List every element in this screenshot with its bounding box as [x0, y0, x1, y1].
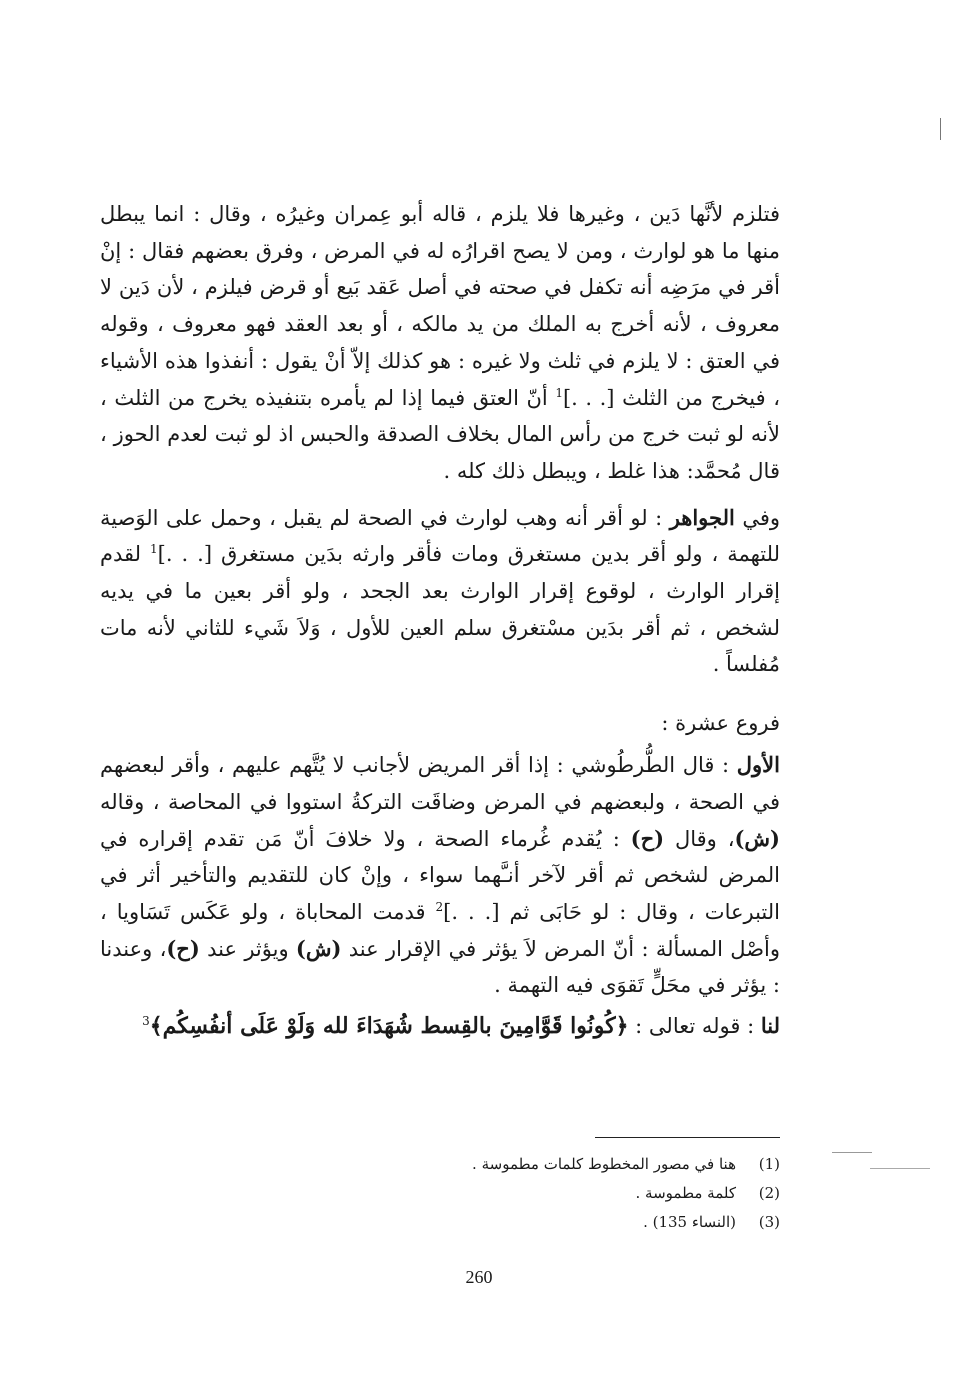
abbr-hanafi-2: (ح)	[166, 935, 200, 961]
scan-artifact	[832, 1152, 872, 1153]
paragraph-3-text: : قال الطُّرطُوشي : إذا أقر المريض لأجانب لا يُتَّهم عليهم ، وأقر لبعضهم في الصحة ، ولبعضهم في المرض وضاقَت التركةُ استووا في المحاصة ، وقاله	[100, 753, 780, 814]
lana-label: لنا	[760, 1013, 780, 1039]
abbr-shafii: (ش)	[734, 825, 780, 851]
footnote-3	[100, 1208, 780, 1237]
quran-verse: ﴿كُونُوا قَوَّامِينَ بالقِسط شُهَدَاءَ لله وَلَوْ عَلَى أنفُسِكُم﴾	[149, 1013, 629, 1040]
paragraph-3-mid: ، وقال	[664, 826, 735, 851]
paragraph-1-text: فتلزم لأنَّها دَين ، وغيرها فلا يلزم ، قاله أبو عِمران وغيرُه ، وقال : انما يبطل منها ما هو لوارث ، ومن لا يصح اقرارُه له في المرض ، وفرق بعضهم فقال : إنْ أقر في مرَضِه أنه تكفل في صحته في أصل عَقد بَيع أو قرض فيلزم ، لأن دَين لا معروف ، لأنه أخرج به الملك من يد مالكه ، أو بعد العقد فهو معروف ، وقوله في العتق : لا يلزم في ثلث ولا غيره : هو كذلك إلاّ أنْ يقول : أنفذوا هذه الأشياء ، فيخرج من الثلث [. . .]	[100, 202, 780, 410]
paragraph-3-text2: : يُقدم غُرماء الصحة ، ولا خلافَ أنّ مَن تقدم إقراره في المرض لشخص ثم أقر لآخر أنـَّهما سواء ، وإنْ كان للتقديم والتأخير أثر في التبرعات ، وقال : لو حَابَى ثم [. . .]	[100, 826, 780, 924]
footnote-ref-1b: 1	[150, 542, 158, 557]
footnote-ref-2: 2	[435, 899, 444, 914]
verse-line	[100, 1004, 780, 1048]
section-heading: فروع عشرة :	[661, 711, 780, 736]
first-branch-label: الأول	[736, 752, 780, 778]
paragraph-1	[100, 196, 780, 490]
footnote-2-text: كلمة مطموسة .	[635, 1184, 736, 1202]
footnote-1	[100, 1150, 780, 1179]
footnote-1-text: هنا في مصور المخطوط كلمات مطموسة .	[472, 1155, 736, 1173]
footnote-rule	[595, 1137, 780, 1138]
jawahir-title: الجواهر	[669, 504, 735, 530]
paragraph-2	[100, 500, 780, 684]
paragraph-3	[100, 747, 780, 1004]
scan-artifact	[870, 1168, 930, 1169]
footnote-ref-1: 1	[555, 385, 563, 400]
paragraph-2-text: : لو أقر أنه وهب لوارث في الصحة لم يقبل ، وحمل على الوَصية للتهمة ، ولو أقر بدين مستغرق ومات فأقر وارثه بدَين مستغرق [. . .]	[100, 505, 780, 567]
abbr-shafii-2: (ش)	[295, 935, 342, 961]
paragraph-3-text5: ، وعندنا : يؤثر في محَلٍّ تَقوَى فيه التهمة .	[100, 936, 780, 998]
footnote-3-num: (3)	[758, 1213, 780, 1231]
verse-lead: : قوله تعالى :	[628, 1014, 761, 1039]
footnote-2-num: (2)	[758, 1184, 780, 1202]
paragraph-1-rest: أنّ العتق فيما إذا لم يأمره بتنفيذه يخرج من الثلث ، لأنه لو ثبت خرج من رأس المال بخلاف الصدقة والحبس اذ لو ثبت لعدم الحوز ، قال مُحمَّد: هذا غلط ، ويبطل ذلك كله .	[100, 385, 780, 483]
page-body	[100, 196, 780, 1048]
scan-artifact	[940, 118, 941, 140]
abbr-hanafi: (ح)	[630, 825, 665, 851]
page-number: 260	[465, 1267, 493, 1287]
paragraph-2-lead: وفي	[734, 505, 780, 530]
footnote-2	[100, 1179, 780, 1208]
paragraph-3-text3: قدمت المحاباة ، ولو عَكَس تَسَاويا ، وأصْل المسألة : أنّ المرض لاَ يؤثر في الإقرار عند	[100, 899, 781, 961]
footnote-1-num: (1)	[758, 1155, 780, 1173]
footnotes	[100, 1150, 780, 1237]
footnote-ref-3: 3	[142, 1014, 150, 1029]
paragraph-2-rest: لقدم إقرار الوارث ، لوقوع إقرار الوارث بعد الجحد ، ولو أقر بعين ما في يديه لشخص ، ثم أقر بدَين مسْتغرق سلم العين للأول ، وَلاَ شَيء للثاني لأنه مات مُفلساً .	[100, 542, 780, 677]
paragraph-3-text4: ويؤثر عند	[199, 936, 296, 961]
footnote-3-text: (النساء 135) .	[643, 1213, 736, 1231]
